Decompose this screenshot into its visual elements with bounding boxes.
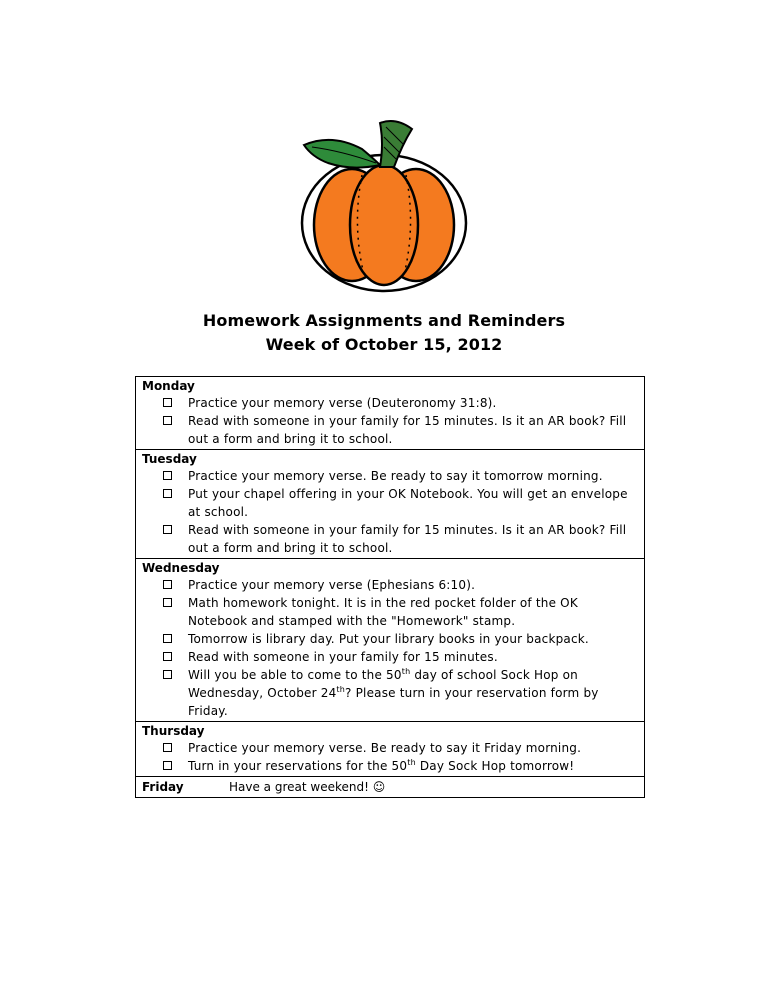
list-item [136, 485, 644, 521]
day-label: Friday [142, 780, 184, 794]
list-item [136, 521, 644, 557]
pumpkin-illustration [292, 115, 476, 295]
list-item [136, 739, 644, 757]
item-text: Put your chapel offering in your OK Notebook. You will get an envelope at school. [188, 487, 628, 519]
page-title: Homework Assignments and Reminders [202, 311, 566, 330]
item-text: Will you be able to come to the 50th day of school Sock Hop on Wednesday, October 24th? Please turn in your reservation form by Friday. [188, 667, 599, 718]
item-text: Read with someone in your family for 15 minutes. Is it an AR book? Fill out a form and bring it to school. [188, 414, 627, 446]
day-label: Tuesday [142, 452, 197, 466]
checkbox[interactable] [163, 670, 172, 679]
day-section-wednesday [136, 559, 644, 722]
checkbox[interactable] [163, 652, 172, 661]
list-item [136, 666, 644, 720]
list-item [136, 467, 644, 485]
item-text: Tomorrow is library day. Put your library books in your backpack. [188, 632, 589, 646]
friday-row [136, 778, 644, 796]
item-text: Practice your memory verse. Be ready to say it tomorrow morning. [188, 469, 603, 483]
list-item [136, 757, 644, 775]
list-item [136, 630, 644, 648]
day-section-thursday [136, 722, 644, 777]
checkbox[interactable] [163, 634, 172, 643]
item-text: Practice your memory verse. Be ready to say it Friday morning. [188, 741, 582, 755]
checkbox[interactable] [163, 398, 172, 407]
item-text: Turn in your reservations for the 50th Day Sock Hop tomorrow! [188, 758, 575, 773]
day-label: Monday [142, 379, 195, 393]
item-text: Read with someone in your family for 15 minutes. Is it an AR book? Fill out a form and bring it to school. [188, 523, 627, 555]
checkbox[interactable] [163, 598, 172, 607]
checkbox[interactable] [163, 761, 172, 770]
day-section-tuesday [136, 450, 644, 559]
page-subtitle: Week of October 15, 2012 [265, 335, 503, 354]
day-section-friday [136, 777, 644, 797]
checkbox[interactable] [163, 416, 172, 425]
item-text: Read with someone in your family for 15 minutes. [188, 650, 498, 664]
checkbox[interactable] [163, 489, 172, 498]
checkbox[interactable] [163, 580, 172, 589]
day-label: Thursday [142, 724, 205, 738]
item-text: Math homework tonight. It is in the red pocket folder of the OK Notebook and stamped with the "Homework" stamp. [188, 596, 578, 628]
list-item [136, 648, 644, 666]
day-label: Wednesday [142, 561, 220, 575]
list-item [136, 394, 644, 412]
checkbox[interactable] [163, 743, 172, 752]
item-text: Practice your memory verse (Ephesians 6:10). [188, 578, 476, 592]
friday-note: Have a great weekend! ☺ [229, 780, 386, 794]
day-section-monday [136, 377, 644, 450]
item-text: Practice your memory verse (Deuteronomy 31:8). [188, 396, 497, 410]
list-item [136, 594, 644, 630]
homework-table [135, 376, 645, 798]
checkbox[interactable] [163, 525, 172, 534]
checkbox[interactable] [163, 471, 172, 480]
list-item [136, 412, 644, 448]
list-item [136, 576, 644, 594]
